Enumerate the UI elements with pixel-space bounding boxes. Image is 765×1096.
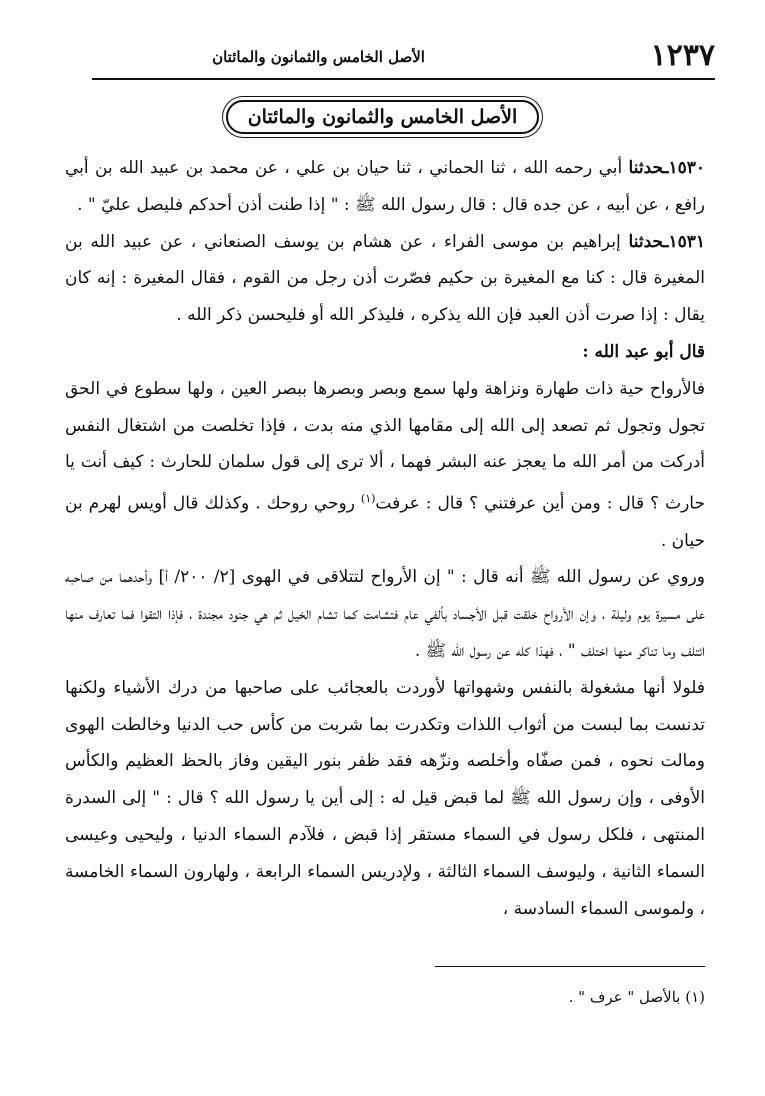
body-text (65, 150, 705, 927)
section-title: الأصل الخامس والثمانون والمائتان (226, 100, 540, 134)
hadith-1530 (65, 150, 705, 224)
footnote-divider (435, 966, 705, 967)
paragraph-3: فلولا أنها مشغولة بالنفس وشهواتها لأوردت بالعجائب على صاحبها من درك الأشياء ولكنها تدنست بما لبست من أثواب اللذات وتكدرت بما شربت من كأس حب الدنيا وخالطت الهوى ومالت نحوه ، فمن صفّاه وأخلصه ونزّهه فقد ظفر بنور اليقين وفاز بالحظ العظيم والكأس الأوفى ، وإن رسول الله ﷺ لما قبض قيل له : إلى أين يا رسول الله ؟ قال : " إلى السدرة المنتهى ، فلكل رسول في السماء مستقر إذا قبض ، فلآدم السماء الدنيا ، وليحيى وعيسى السماء الثانية ، وليوسف السماء الثالثة ، ولإدريس السماء الرابعة ، ولهارون السماء الخامسة ، ولموسى السماء السادسة ، (65, 677, 705, 919)
paragraph-2: وروي عن رسول الله ﷺ أنه قال : " إن الأرواح لتتلاقى في الهوى [٢/ ٢٠٠/ أ] وأحدهما من صاحبه على مسيرة يوم وليلة ، وإن الأرواح خلقت قبل الأجساد بألفي عام فتشامت كما تشام الخيل ثم هي جنود مجندة ، فإذا التقوا فما تعارف منها ائتلف وما تناكر منها اختلف " ، فهذا كله عن رسول الله ﷺ . (65, 567, 705, 662)
hadith-text: أبي رحمه الله ، ثنا الحماني ، ثنا حيان بن علي ، عن محمد بن عبيد الله بن أبي رافع ، عن أبيه ، عن جده قال : قال رسول الله ﷺ : " إذا طنت أذن أحدكم فليصل عليّ " . (65, 158, 705, 215)
section-title-wrap (0, 100, 765, 134)
running-header (92, 38, 715, 80)
footnote: (١) بالأصل " عرف " . (568, 988, 705, 1006)
hadith-number: ١٥٣١ـ (663, 231, 705, 252)
hadith-1531 (65, 224, 705, 334)
paragraph-1-text: فالأرواح حية ذات طهارة ونزاهة ولها سمع وبصر وبصرها ببصر العين ، ولها سطوع في الحق تجول وتجول ثم تصعد إلى الله إلى مقامها الذي منه بدت ، فإذا تخلصت من اشتغال النفس أدركت من أمر الله ما يعجز عنه البشر فهما ، ألا ترى إلى قول سلمان للحارث : كيف أنت يا حارث ؟ قال : ومن أين عرفتني ؟ قال : عرفت (65, 378, 705, 514)
haddathana-word: حدثنا (628, 231, 664, 252)
hadith-number: ١٥٣٠ـ (663, 158, 705, 178)
hadith-text: إبراهيم بن موسى الفراء ، عن هشام بن يوسف الصنعاني ، عن عبيد الله بن المغيرة قال : كنا مع المغيرة بن حكيم فصّرت أذن رجل من القوم ، فقال المغيرة : إنه كان يقال : إذا صرت أذن العبد فإن الله يذكره ، فليذكر الله أو فليحسن ذكر الله . (65, 231, 705, 326)
footnote-reference[interactable]: (١) (360, 492, 376, 506)
paragraph-1-continued: روحي روحك . وكذلك قال أويس لهرم بن حيان . (65, 493, 705, 551)
running-title: الأصل الخامس والثمانون والمائتان (212, 48, 425, 66)
page-number: ١٢٣٧ (650, 38, 715, 73)
abu-abdillah-heading: قال أبو عبد الله : (582, 341, 705, 362)
paragraph-1 (65, 371, 705, 560)
haddathana-word: حدثنا (628, 158, 664, 178)
